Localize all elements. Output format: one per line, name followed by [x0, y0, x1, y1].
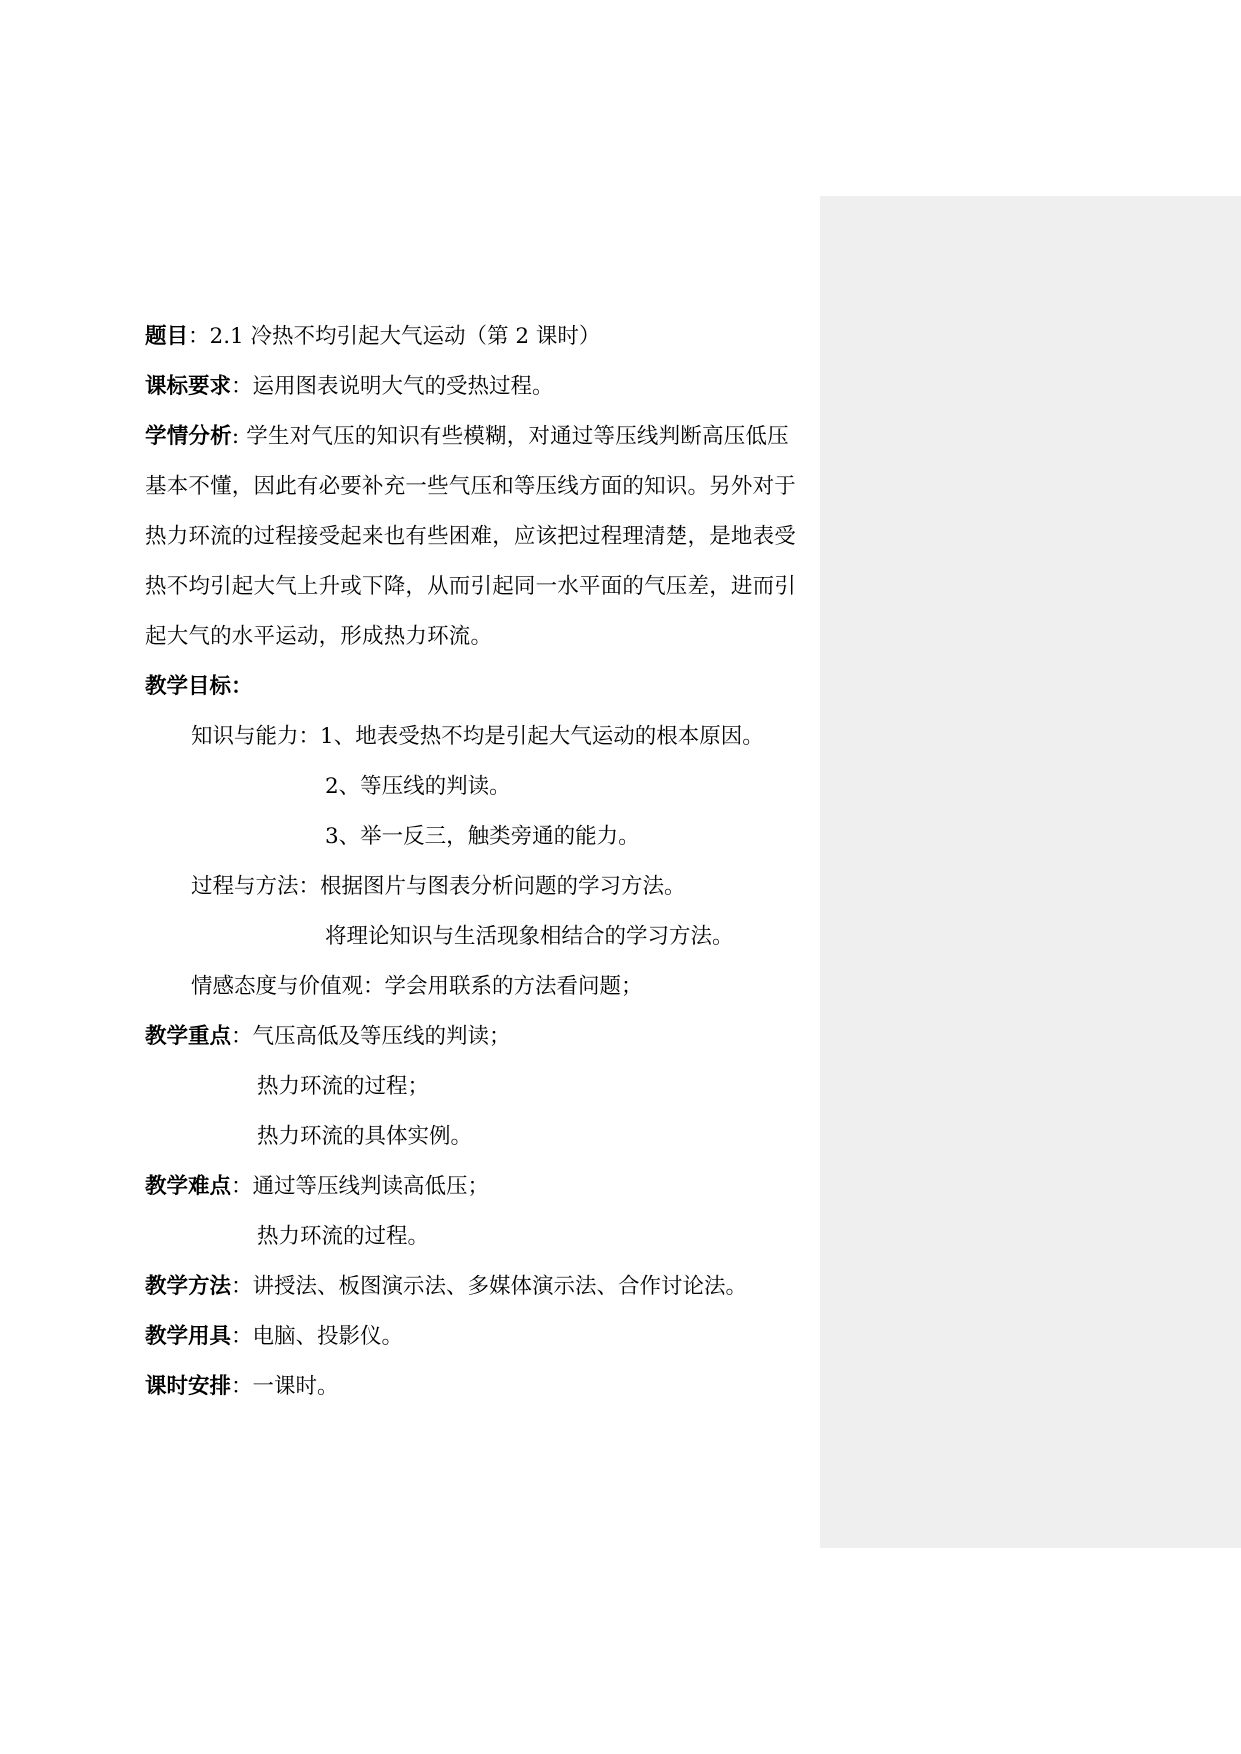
- difficult-points-line: [145, 1162, 817, 1212]
- schedule-label: 课时安排: [145, 1374, 232, 1399]
- analysis-line: [145, 412, 817, 462]
- title-value: 2.1 冷热不均引起大气运动（第 2 课时）: [209, 324, 601, 349]
- methods-line: [145, 1262, 817, 1312]
- colon: ：: [231, 1324, 253, 1349]
- comment-pane: [820, 196, 1241, 1548]
- difficult-point: 热力环流的过程。: [257, 1224, 430, 1249]
- knowledge-item: 1、地表受热不均是引起大气运动的根本原因。: [320, 724, 764, 749]
- emotion-line: 情感态度与价值观：学会用联系的方法看问题；: [191, 974, 643, 999]
- difficult-point: 通过等压线判读高低压；: [252, 1174, 490, 1199]
- analysis-line: 热不均引起大气上升或下降，从而引起同一水平面的气压差，进而引: [145, 574, 797, 599]
- key-point: 热力环流的具体实例。: [257, 1124, 473, 1149]
- analysis-line: 起大气的水平运动，形成热力环流。: [145, 624, 493, 649]
- analysis-paragraph: [145, 412, 817, 662]
- tools-label: 教学用具: [145, 1324, 232, 1349]
- colon: ：: [231, 674, 253, 699]
- key-point: 热力环流的过程；: [257, 1074, 430, 1099]
- tools-line: [145, 1312, 817, 1362]
- key-points-label: 教学重点: [145, 1024, 232, 1049]
- analysis-text: : 学生对气压的知识有些模糊，对通过等压线判断高压低压: [231, 424, 789, 449]
- key-point: 气压高低及等压线的判读；: [252, 1024, 511, 1049]
- standard-value: 运用图表说明大气的受热过程。: [252, 374, 554, 399]
- process-item: 根据图片与图表分析问题的学习方法。: [320, 874, 686, 899]
- colon: ：: [231, 1274, 253, 1299]
- key-points-line: [145, 1012, 817, 1062]
- knowledge-item: 2、等压线的判读。: [325, 774, 511, 799]
- schedule-value: 一课时。: [252, 1374, 339, 1399]
- document-body: [145, 312, 817, 1412]
- standard-line: [145, 362, 817, 412]
- difficult-points-label: 教学难点: [145, 1174, 232, 1199]
- colon: ：: [188, 324, 210, 349]
- objectives-heading: [145, 662, 817, 712]
- colon: ：: [231, 374, 253, 399]
- methods-value: 讲授法、板图演示法、多媒体演示法、合作讨论法。: [252, 1274, 748, 1299]
- analysis-line: 基本不懂，因此有必要补充一些气压和等压线方面的知识。另外对于: [145, 474, 797, 499]
- title-label: 题目: [145, 324, 189, 349]
- colon: ：: [231, 1024, 253, 1049]
- schedule-line: [145, 1362, 817, 1412]
- knowledge-label: 知识与能力：: [191, 724, 321, 749]
- knowledge-item: 3、举一反三，触类旁通的能力。: [325, 824, 640, 849]
- knowledge-line: [145, 712, 817, 762]
- process-line: [145, 862, 817, 912]
- analysis-line: 热力环流的过程接受起来也有些困难，应该把过程理清楚，是地表受: [145, 524, 797, 549]
- colon: ：: [231, 1374, 253, 1399]
- tools-value: 电脑、投影仪。: [252, 1324, 404, 1349]
- title-line: [145, 312, 817, 362]
- process-item: 将理论知识与生活现象相结合的学习方法。: [325, 924, 734, 949]
- process-label: 过程与方法：: [191, 874, 321, 899]
- objectives-label: 教学目标: [145, 674, 232, 699]
- standard-label: 课标要求: [145, 374, 232, 399]
- methods-label: 教学方法: [145, 1274, 232, 1299]
- analysis-label: 学情分析: [145, 424, 232, 449]
- colon: ：: [231, 1174, 253, 1199]
